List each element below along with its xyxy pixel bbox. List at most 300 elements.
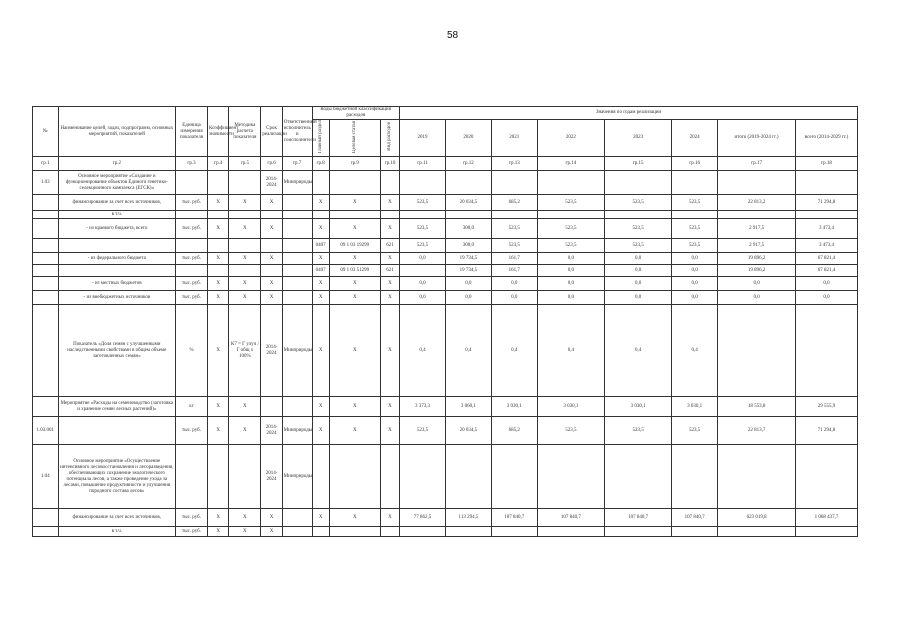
- table-cell: X: [229, 277, 261, 291]
- column-number: гр.18: [796, 157, 858, 171]
- table-cell: 2 917,5: [718, 239, 796, 253]
- table-cell: кг: [176, 397, 208, 417]
- table-cell: финансирование за счет всех источников,: [58, 509, 175, 527]
- table-cell: X: [229, 195, 261, 211]
- header-code-article: Целевая статья: [329, 120, 380, 157]
- table-cell: [312, 445, 329, 509]
- table-cell: 0,4: [445, 305, 491, 397]
- table-cell: 0,0: [400, 291, 446, 305]
- table-cell: [312, 211, 329, 219]
- table-cell: 3 473,4: [796, 219, 858, 239]
- table-row: [33, 291, 858, 305]
- table-cell: [796, 211, 858, 219]
- column-number: гр.10: [380, 157, 399, 171]
- table-cell: X: [380, 277, 399, 291]
- table-cell: X: [329, 277, 380, 291]
- table-cell: X: [229, 509, 261, 527]
- table-cell: - из местных бюджетов: [58, 277, 175, 291]
- table-cell: X: [312, 195, 329, 211]
- table-cell: тыс. руб.: [176, 527, 208, 537]
- table-cell: [491, 527, 537, 537]
- table-row: [33, 171, 858, 195]
- table-cell: 0,0: [537, 277, 604, 291]
- table-cell: X: [261, 527, 282, 537]
- table-cell: [176, 265, 208, 277]
- table-cell: [33, 239, 59, 253]
- table-cell: [604, 527, 671, 537]
- table-cell: X: [229, 219, 261, 239]
- column-number: гр.16: [672, 157, 718, 171]
- table-cell: 29 555,9: [796, 397, 858, 417]
- table-cell: X: [312, 305, 329, 397]
- table-cell: [33, 195, 59, 211]
- table-cell: 20 034,5: [445, 195, 491, 211]
- table-cell: [329, 211, 380, 219]
- table-cell: 1.03: [33, 171, 59, 195]
- table-cell: [229, 239, 261, 253]
- table-cell: 685,2: [491, 417, 537, 445]
- table-cell: [796, 527, 858, 537]
- table-cell: 71 294,8: [796, 417, 858, 445]
- table-cell: 523,5: [400, 219, 446, 239]
- table-cell: [229, 171, 261, 195]
- table-cell: [796, 445, 858, 509]
- table-cell: [282, 195, 312, 211]
- column-number: гр.15: [604, 157, 671, 171]
- table-cell: [537, 211, 604, 219]
- table-cell: 523,5: [400, 195, 446, 211]
- table-cell: 107 840,7: [537, 509, 604, 527]
- table-cell: 0,4: [537, 305, 604, 397]
- table-cell: [33, 291, 59, 305]
- table-cell: [33, 277, 59, 291]
- table-cell: X: [208, 509, 229, 527]
- column-number: гр.3: [176, 157, 208, 171]
- table-cell: [380, 211, 399, 219]
- table-cell: [261, 211, 282, 219]
- table-cell: X: [208, 219, 229, 239]
- table-cell: X: [329, 397, 380, 417]
- table-cell: 0,0: [604, 277, 671, 291]
- table-cell: X: [329, 253, 380, 265]
- table-cell: X: [261, 253, 282, 265]
- table-cell: X: [261, 291, 282, 305]
- column-number: гр.1: [33, 157, 59, 171]
- table-cell: 0,0: [672, 291, 718, 305]
- table-cell: финансирование за счет всех источников,: [58, 195, 175, 211]
- table-cell: X: [312, 509, 329, 527]
- table-cell: [604, 171, 671, 195]
- table-cell: X: [208, 277, 229, 291]
- table-cell: 1.03.001: [33, 417, 59, 445]
- table-cell: 77 862,5: [400, 509, 446, 527]
- table-cell: 523,5: [604, 195, 671, 211]
- table-cell: 523,5: [491, 219, 537, 239]
- table-cell: 0,0: [604, 291, 671, 305]
- header-unit: Единица измерения показателя: [176, 107, 208, 157]
- table-cell: [176, 211, 208, 219]
- table-cell: 0,4: [604, 305, 671, 397]
- header-year: 2020: [445, 120, 491, 157]
- column-number: гр.14: [537, 157, 604, 171]
- header-year: 2019: [400, 120, 446, 157]
- table-cell: 20 034,5: [445, 417, 491, 445]
- column-number: гр.4: [208, 157, 229, 171]
- table-cell: 300,0: [445, 239, 491, 253]
- table-cell: 19 896,2: [718, 265, 796, 277]
- table-cell: 0,0: [537, 265, 604, 277]
- table-cell: 3 030,1: [491, 397, 537, 417]
- table-cell: 1 068 437,7: [796, 509, 858, 527]
- header-budget-codes: Коды бюджетной классификации расходов: [312, 107, 399, 120]
- table-cell: Минприроды: [282, 171, 312, 195]
- table-cell: [400, 445, 446, 509]
- table-cell: 3 030,1: [672, 397, 718, 417]
- table-cell: [400, 211, 446, 219]
- table-cell: X: [229, 397, 261, 417]
- table-cell: [312, 527, 329, 537]
- table-cell: 22 813,7: [718, 417, 796, 445]
- table-cell: тыс. руб.: [176, 277, 208, 291]
- table-cell: X: [380, 305, 399, 397]
- table-cell: 71 294,8: [796, 195, 858, 211]
- table-cell: [491, 171, 537, 195]
- table-cell: [282, 527, 312, 537]
- header-method: Методика расчета показателя: [229, 107, 261, 157]
- table-cell: [282, 397, 312, 417]
- budget-table: [32, 106, 858, 537]
- table-cell: 107 840,7: [491, 509, 537, 527]
- table-cell: 2014-2024: [261, 305, 282, 397]
- column-number: гр.7: [282, 157, 312, 171]
- table-cell: [261, 397, 282, 417]
- table-cell: X: [329, 291, 380, 305]
- table-cell: [282, 239, 312, 253]
- table-cell: тыс. руб.: [176, 253, 208, 265]
- table-cell: [329, 527, 380, 537]
- table-cell: [33, 527, 59, 537]
- column-number: гр.9: [329, 157, 380, 171]
- table-cell: 0,0: [672, 253, 718, 265]
- table-cell: 0,0: [400, 277, 446, 291]
- table-cell: X: [261, 195, 282, 211]
- table-cell: [604, 445, 671, 509]
- table-cell: [33, 253, 59, 265]
- table-cell: X: [329, 509, 380, 527]
- header-year: 2023: [604, 120, 671, 157]
- table-row: [33, 277, 858, 291]
- table-cell: [718, 211, 796, 219]
- table-cell: Показатель «Доля семян с улучшенными наследственными свойствами в общем объеме заготовленных семян»: [58, 305, 175, 397]
- table-cell: [445, 211, 491, 219]
- table-cell: [176, 171, 208, 195]
- table-cell: [33, 211, 59, 219]
- table-row: [33, 239, 858, 253]
- table-cell: [208, 265, 229, 277]
- table-cell: X: [229, 291, 261, 305]
- table-row: [33, 211, 858, 219]
- table-cell: Минприроды: [282, 417, 312, 445]
- table-cell: [208, 445, 229, 509]
- table-cell: [58, 265, 175, 277]
- table-cell: X: [380, 219, 399, 239]
- table-cell: [672, 445, 718, 509]
- table-cell: 0,4: [400, 305, 446, 397]
- table-cell: 0,0: [718, 291, 796, 305]
- table-cell: [58, 239, 175, 253]
- header-coefficient: Коэффициент значимости: [208, 107, 229, 157]
- column-number: гр.2: [58, 157, 175, 171]
- table-row: [33, 265, 858, 277]
- table-cell: [229, 445, 261, 509]
- table-cell: 3 030,1: [537, 397, 604, 417]
- table-cell: 0,0: [537, 253, 604, 265]
- table-cell: 161,7: [491, 265, 537, 277]
- table-cell: 19 896,2: [718, 253, 796, 265]
- table-cell: 0,0: [491, 291, 537, 305]
- table-row: [33, 445, 858, 509]
- header-number: №: [33, 107, 59, 157]
- header-year: 2024: [672, 120, 718, 157]
- table-cell: [796, 171, 858, 195]
- table-cell: [718, 305, 796, 397]
- table-cell: 113 294,5: [445, 509, 491, 527]
- table-cell: [282, 211, 312, 219]
- table-cell: X: [380, 291, 399, 305]
- table-cell: 621: [380, 239, 399, 253]
- table-cell: 09 1 03 19299: [329, 239, 380, 253]
- table-cell: [208, 211, 229, 219]
- header-term: Срок реализации: [261, 107, 282, 157]
- table-cell: [400, 265, 446, 277]
- table-cell: [208, 171, 229, 195]
- table-cell: 161,7: [491, 253, 537, 265]
- header-years-group: Значения по годам реализации: [400, 107, 858, 120]
- table-cell: 0,0: [445, 277, 491, 291]
- header-year-grand-total: всего (2014-2029 гг.): [796, 120, 858, 157]
- header-name: Наименование целей, задач, подпрограмм, основных мероприятий, показателей: [58, 107, 175, 157]
- table-cell: 107 840,7: [604, 509, 671, 527]
- table-cell: X: [312, 277, 329, 291]
- table-cell: [229, 211, 261, 219]
- table-cell: Минприроды: [282, 305, 312, 397]
- table-cell: X: [380, 509, 399, 527]
- table-cell: Мероприятие «Расходы на семеноводство (заготовка и хранение семян лесных растений)»: [58, 397, 175, 417]
- table-cell: 0,4: [672, 305, 718, 397]
- table-cell: [282, 291, 312, 305]
- table-cell: X: [312, 253, 329, 265]
- table-cell: 0,0: [537, 291, 604, 305]
- table-cell: 523,5: [537, 417, 604, 445]
- table-cell: [208, 239, 229, 253]
- table-cell: 3 373,3: [400, 397, 446, 417]
- column-number: гр.12: [445, 157, 491, 171]
- table-cell: 523,5: [400, 239, 446, 253]
- table-cell: 523,5: [672, 195, 718, 211]
- table-cell: - из федерального бюджета: [58, 253, 175, 265]
- table-cell: %: [176, 305, 208, 397]
- table-cell: 0,0: [604, 265, 671, 277]
- table-cell: 67 821,4: [796, 265, 858, 277]
- table-cell: - из краевого бюджета, всего: [58, 219, 175, 239]
- column-number: гр.6: [261, 157, 282, 171]
- table-cell: [329, 171, 380, 195]
- table-cell: [261, 239, 282, 253]
- table-cell: [537, 171, 604, 195]
- table-cell: [718, 445, 796, 509]
- table-cell: в т.ч.: [58, 211, 175, 219]
- column-number: гр.17: [718, 157, 796, 171]
- table-cell: 523,5: [604, 417, 671, 445]
- table-cell: [491, 445, 537, 509]
- table-cell: X: [380, 417, 399, 445]
- table-cell: [33, 305, 59, 397]
- column-number: гр.13: [491, 157, 537, 171]
- table-cell: [672, 211, 718, 219]
- header-year-total: итого (2019-2024 гг.): [718, 120, 796, 157]
- table-cell: - из внебюджетных источников: [58, 291, 175, 305]
- table-cell: [672, 527, 718, 537]
- table-cell: [445, 171, 491, 195]
- table-cell: тыс. руб.: [176, 195, 208, 211]
- table-cell: 2014-2024: [261, 417, 282, 445]
- table-row: [33, 397, 858, 417]
- table-row: [33, 527, 858, 537]
- table-row: [33, 253, 858, 265]
- table-cell: 3 030,1: [604, 397, 671, 417]
- table-cell: 0407: [312, 265, 329, 277]
- table-cell: X: [329, 417, 380, 445]
- table-cell: [282, 265, 312, 277]
- table-cell: X: [208, 397, 229, 417]
- table-cell: [718, 171, 796, 195]
- header-code-type: Вид расходов: [380, 120, 399, 157]
- table-cell: 523,5: [672, 239, 718, 253]
- table-cell: Основное мероприятие «Создание и функционирование объектов Единого генетико-селекционного комплекса (ЕГСК)»: [58, 171, 175, 195]
- header-code-section: Главный раздел: [312, 120, 329, 157]
- table-cell: [33, 219, 59, 239]
- table-cell: 3 473,4: [796, 239, 858, 253]
- table-cell: Основное мероприятие «Осуществление интенсивного лесовосстановления и лесоразведения, обеспечивающих сохранение экологического потенциала лесов, а также проведение ухода за лесами, повышение продуктивности и улучшения породного состава лесов»: [58, 445, 175, 509]
- column-number: гр.11: [400, 157, 446, 171]
- table-cell: [491, 211, 537, 219]
- table-cell: [282, 509, 312, 527]
- table-cell: X: [261, 509, 282, 527]
- table-cell: X: [329, 219, 380, 239]
- table-cell: 0407: [312, 239, 329, 253]
- table-cell: 523,5: [400, 417, 446, 445]
- table-cell: [176, 445, 208, 509]
- table-cell: [33, 509, 59, 527]
- table-row: [33, 195, 858, 211]
- table-cell: [380, 527, 399, 537]
- table-cell: [445, 445, 491, 509]
- table-cell: X: [380, 253, 399, 265]
- table-cell: [282, 277, 312, 291]
- page-number: 58: [446, 30, 459, 41]
- table-cell: 2014-2024: [261, 171, 282, 195]
- table-cell: тыс. руб.: [176, 417, 208, 445]
- table-cell: Минприроды: [282, 445, 312, 509]
- table-cell: 0,0: [718, 277, 796, 291]
- table-cell: 2 917,5: [718, 219, 796, 239]
- table-cell: X: [208, 417, 229, 445]
- table-cell: X: [380, 195, 399, 211]
- column-number: гр.5: [229, 157, 261, 171]
- column-number: гр.8: [312, 157, 329, 171]
- header-year: 2022: [537, 120, 604, 157]
- table-cell: X: [208, 195, 229, 211]
- table-cell: 523,5: [604, 239, 671, 253]
- table-cell: [672, 171, 718, 195]
- table-row: [33, 417, 858, 445]
- table-cell: [445, 527, 491, 537]
- header-year: 2021: [491, 120, 537, 157]
- table-cell: X: [208, 291, 229, 305]
- table-cell: К7 = Г улуч / Г общ х 100%: [229, 305, 261, 397]
- table-cell: [282, 253, 312, 265]
- table-cell: в т.ч.: [58, 527, 175, 537]
- table-cell: 0,0: [796, 291, 858, 305]
- table-cell: 523,5: [537, 195, 604, 211]
- table-cell: 1.04: [33, 445, 59, 509]
- table-cell: X: [312, 417, 329, 445]
- table-cell: X: [329, 305, 380, 397]
- table-cell: тыс. руб.: [176, 219, 208, 239]
- table-row: [33, 509, 858, 527]
- table-cell: [33, 265, 59, 277]
- table-cell: 22 813,2: [718, 195, 796, 211]
- table-cell: [312, 171, 329, 195]
- table-cell: [537, 445, 604, 509]
- table-cell: [380, 445, 399, 509]
- table-cell: 523,5: [537, 219, 604, 239]
- table-row: [33, 305, 858, 397]
- table-cell: [229, 265, 261, 277]
- table-cell: [261, 265, 282, 277]
- table-cell: 0,0: [445, 291, 491, 305]
- table-cell: [604, 211, 671, 219]
- table-cell: [537, 527, 604, 537]
- table-cell: [400, 527, 446, 537]
- table-cell: 523,5: [604, 219, 671, 239]
- table-cell: 0,0: [796, 277, 858, 291]
- table-cell: 0,4: [491, 305, 537, 397]
- table-cell: 0,0: [400, 253, 446, 265]
- table-cell: 0,0: [604, 253, 671, 265]
- table-cell: тыс. руб.: [176, 509, 208, 527]
- table-cell: X: [312, 219, 329, 239]
- table-cell: 3 060,1: [445, 397, 491, 417]
- table-cell: 0,0: [672, 265, 718, 277]
- table-cell: 2014-2024: [261, 445, 282, 509]
- table-cell: X: [380, 397, 399, 417]
- table-cell: [400, 171, 446, 195]
- table-cell: 621: [380, 265, 399, 277]
- table-cell: 67 821,4: [796, 253, 858, 265]
- table-cell: 19 734,5: [445, 253, 491, 265]
- table-cell: X: [229, 417, 261, 445]
- table-cell: 0,0: [491, 277, 537, 291]
- table-cell: 623 019,8: [718, 509, 796, 527]
- table-cell: [33, 397, 59, 417]
- table-row: [33, 219, 858, 239]
- table-cell: X: [261, 219, 282, 239]
- table-cell: 523,5: [491, 239, 537, 253]
- table-cell: X: [208, 527, 229, 537]
- table-cell: [329, 445, 380, 509]
- table-cell: 523,5: [672, 219, 718, 239]
